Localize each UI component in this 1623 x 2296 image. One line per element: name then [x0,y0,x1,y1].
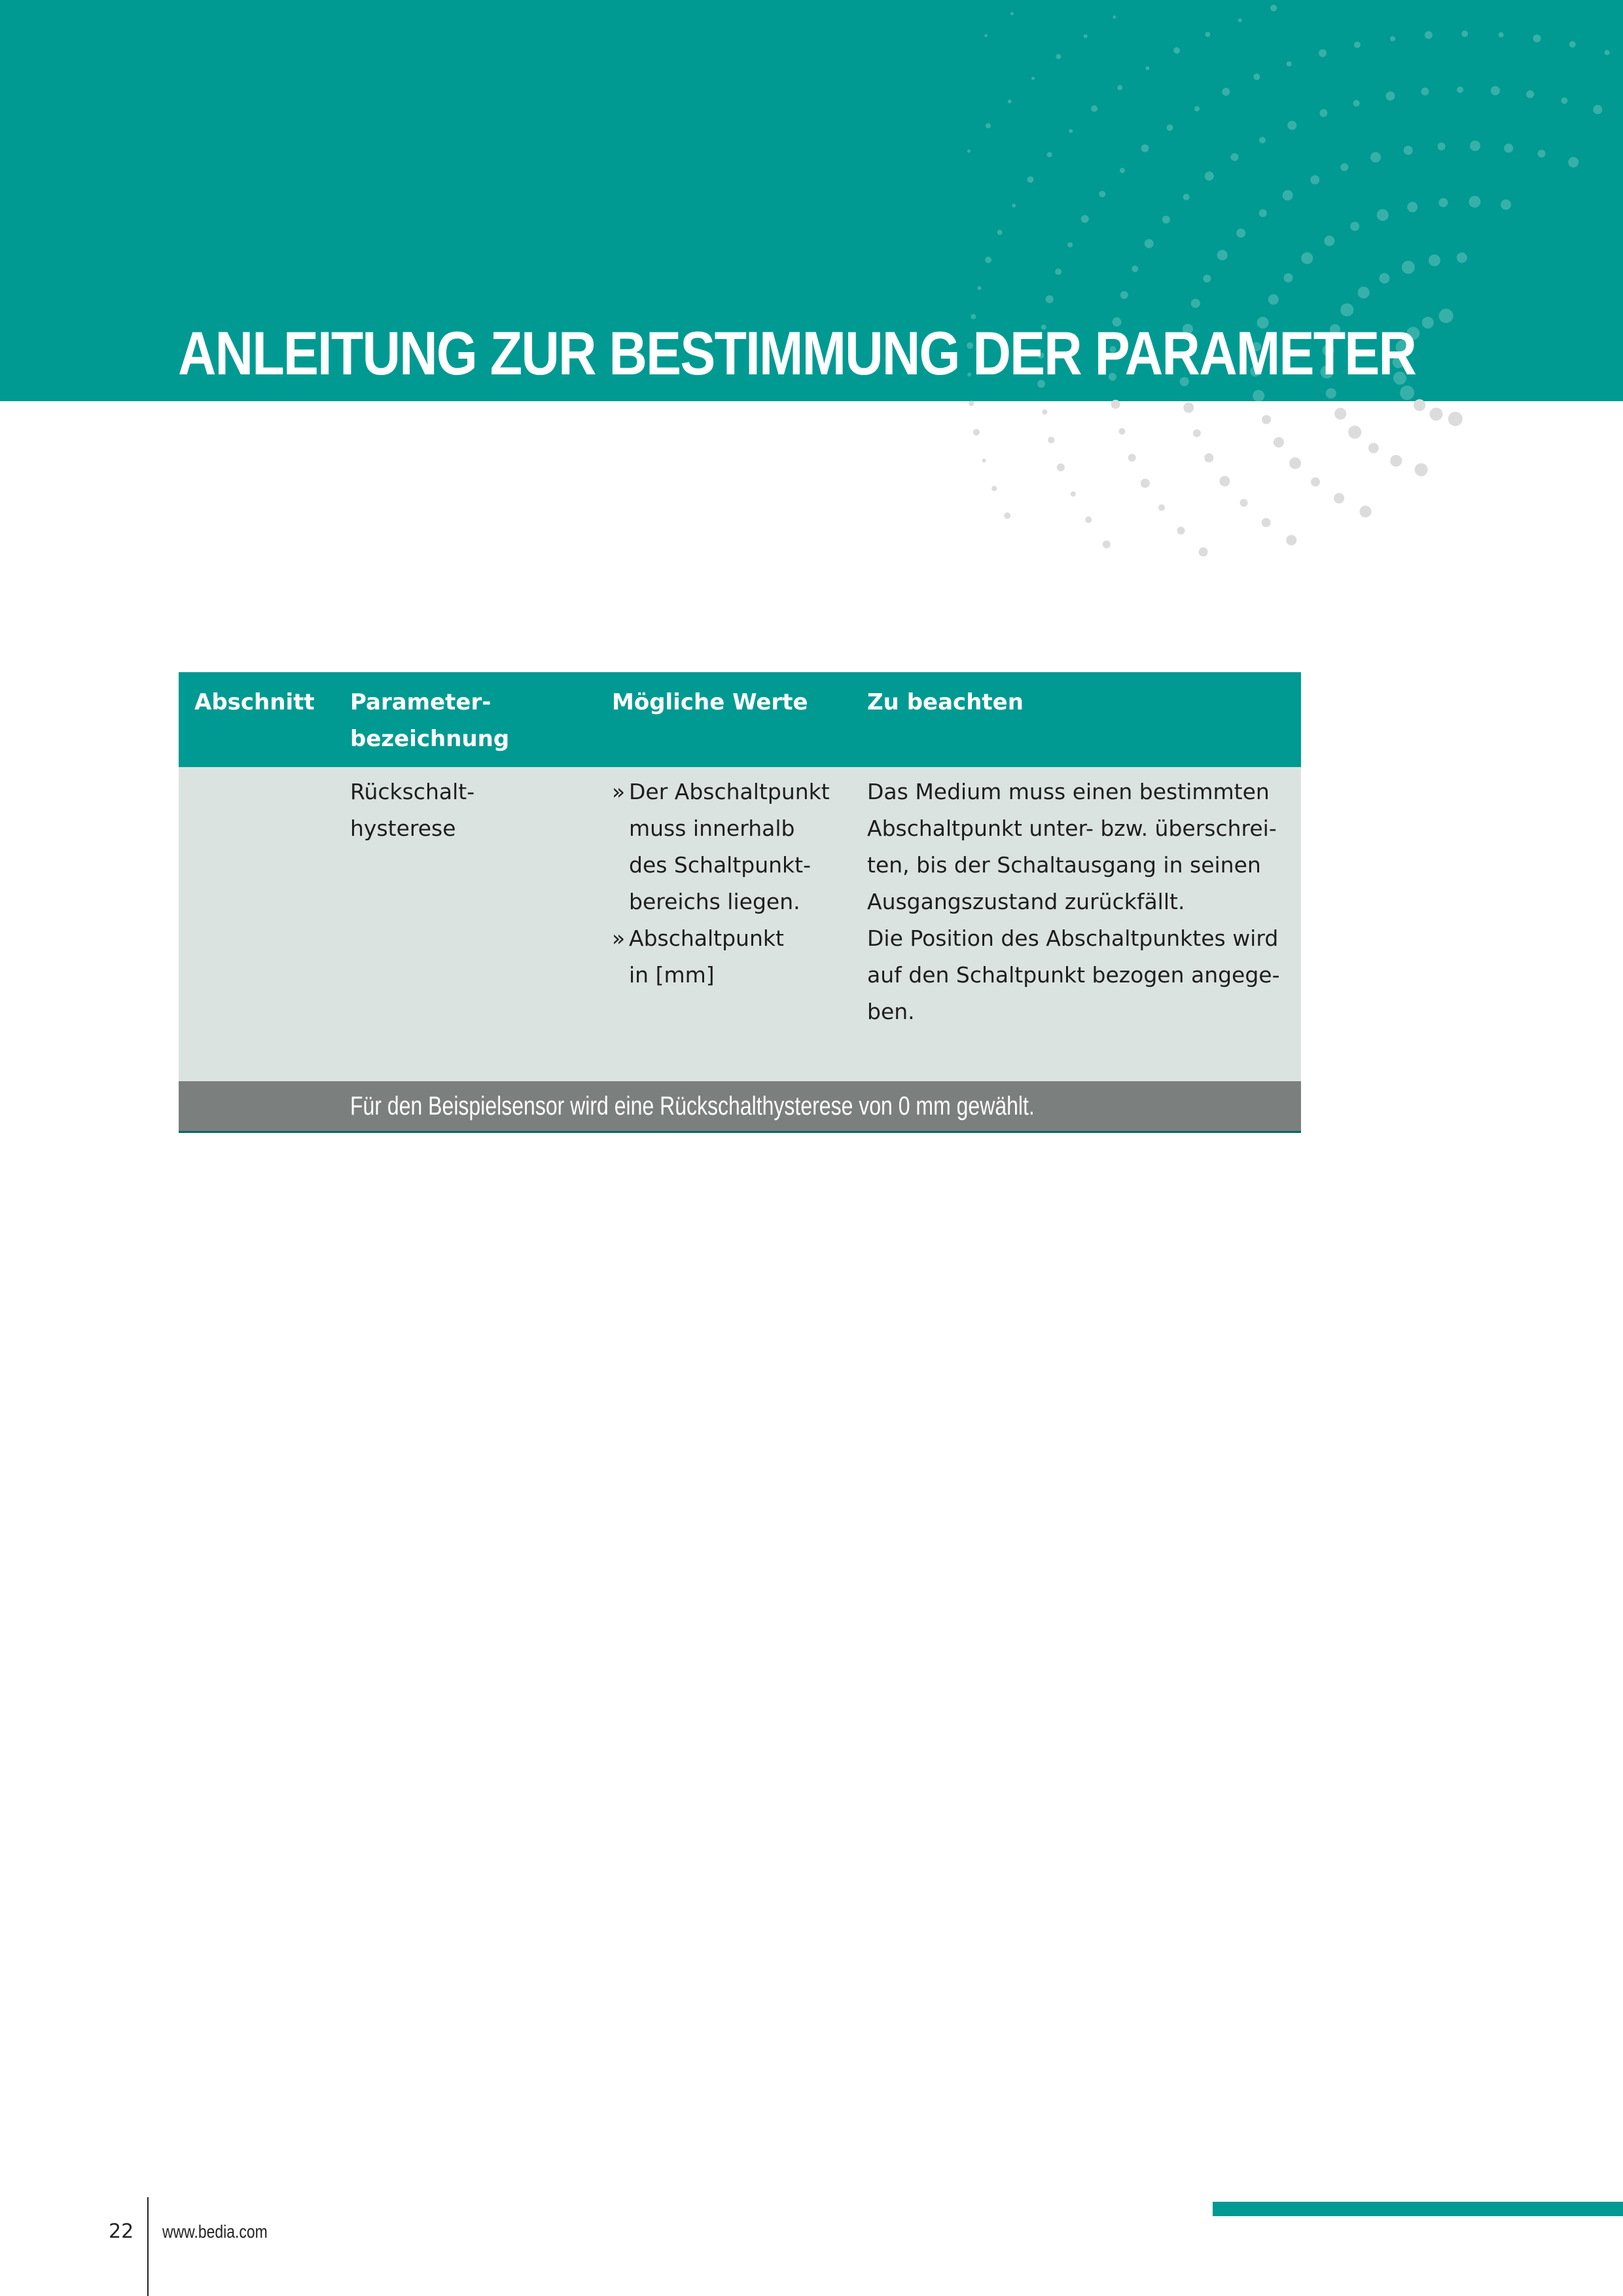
parameter-table [179,672,1301,1133]
cell-parameter [350,774,474,847]
decorative-dot [1141,478,1150,488]
cell-notes [867,774,1280,1030]
cell-line: muss innerhalb [629,816,795,841]
decorative-dot [1360,506,1372,518]
page-title: ANLEITUNG ZUR BESTIMMUNG DER PARAMETER [178,319,1416,387]
dot-pattern-decoration [0,0,1623,720]
decorative-dot [1177,527,1185,535]
decorative-dot [1262,518,1271,527]
decorative-dot [1057,463,1065,471]
decorative-dot [1103,541,1111,548]
table-header [179,672,1301,767]
decorative-dot [1240,499,1248,507]
decorative-dot [1448,412,1463,426]
decorative-dot [1158,505,1165,511]
footer-note-text: Für den Beispielsensor wird eine Rückschalthysterese von 0 mm gewählt. [350,1092,1035,1121]
cell-line: ben. [867,999,915,1024]
column-header-parameter [350,684,509,757]
footer-accent-bar [1213,2202,1623,2216]
decorative-dot [1199,547,1208,556]
cell-values [612,774,830,994]
decorative-dot [1311,477,1320,486]
decorative-dot [1085,516,1092,523]
decorative-dot [1111,400,1120,409]
bullet-marker: » [612,779,626,804]
decorative-dot [1274,437,1284,448]
cell-line: auf den Schaltpunkt bezogen angege- [867,962,1280,988]
decorative-dot [1193,429,1201,437]
decorative-dot [1286,535,1296,545]
decorative-dot [1004,512,1010,519]
column-header-notes: Zu beachten [867,689,1024,715]
decorative-dot [1368,443,1379,454]
decorative-dot [1119,428,1126,435]
header-line: Parameter- [350,689,491,715]
decorative-dot [991,486,997,491]
footer-divider [147,2197,149,2296]
decorative-dot [1415,463,1428,476]
decorative-dot [1430,408,1443,421]
cell-line: Das Medium muss einen bestimmten [867,779,1270,804]
decorative-dot [1348,425,1361,439]
table-footer-note [179,1081,1301,1133]
decorative-dot [1334,493,1344,503]
bullet-marker: » [612,925,626,951]
cell-line: bereichs liegen. [629,889,800,914]
header-line: bezeichnung [350,726,510,752]
cell-line: Abschaltpunkt [629,925,784,951]
decorative-dot [1289,457,1301,469]
cell-line: des Schaltpunkt- [629,852,812,878]
decorative-dot [1183,403,1194,413]
cell-line: Die Position des Abschaltpunktes wird [867,925,1279,951]
cell-line: ten, bis der Schaltausgang in seinen [867,852,1261,878]
column-header-section: Abschnitt [194,689,315,715]
decorative-dot [1334,408,1346,420]
page-number: 22 [109,2220,134,2243]
decorative-dot [1071,492,1076,497]
decorative-dot [1128,454,1136,461]
decorative-dot [1390,455,1402,467]
cell-line: in [mm] [629,962,715,988]
list-item [612,920,830,994]
cell-line: Ausgangszustand zurückfällt. [867,889,1185,914]
footer-url: www.bedia.com [162,2221,268,2242]
decorative-dot [1204,454,1213,463]
cell-line: Abschaltpunkt unter- bzw. überschrei- [867,816,1277,841]
cell-line: Der Abschaltpunkt [629,779,830,804]
decorative-dot [969,401,974,406]
column-header-values: Mögliche Werte [612,689,808,715]
decorative-dot [973,429,980,435]
decorative-dot [1042,410,1047,415]
decorative-dot [982,459,986,463]
cell-line: hysterese [350,816,456,841]
decorative-dot [1414,399,1425,411]
cell-line: Rückschalt- [350,779,475,804]
table-row [179,767,1301,1081]
decorative-dot [1262,415,1271,424]
decorative-dot [1048,437,1054,443]
list-item [612,774,830,920]
decorative-dot [1219,476,1230,486]
